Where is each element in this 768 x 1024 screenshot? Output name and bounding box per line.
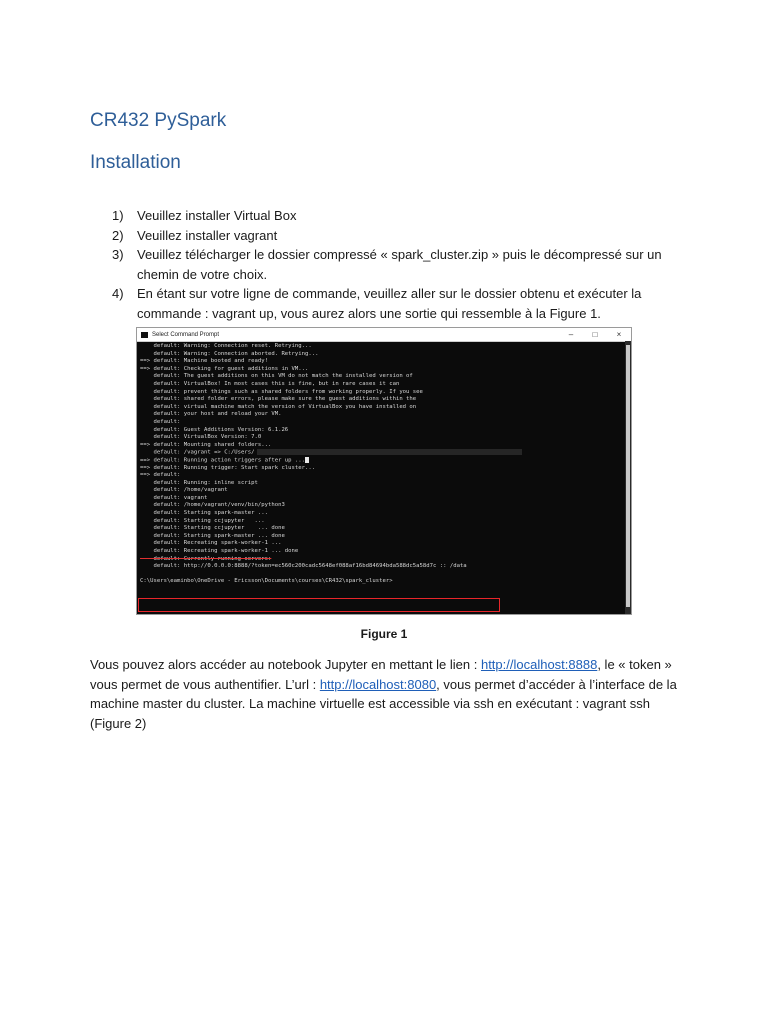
figure-caption: Figure 1	[360, 627, 408, 641]
terminal-line: default: Guest Additions Version: 6.1.26	[140, 426, 289, 433]
terminal-titlebar	[137, 328, 631, 342]
terminal-line: default: VirtualBox! In most cases this is fine, but in rare cases it can	[140, 380, 400, 387]
terminal-line: default: /home/vagrant	[140, 487, 228, 494]
redacted-path	[257, 449, 522, 455]
list-text: Veuillez installer vagrant	[137, 227, 278, 243]
spark-master-link[interactable]: http://localhost:8080	[319, 676, 437, 692]
list-item	[90, 226, 690, 246]
terminal-output	[137, 342, 631, 586]
list-number: 3)	[112, 247, 124, 262]
terminal-prompt: C:\Users\eaminbo\OneDrive - Ericsson\Documents\courses\CR432\spark_cluster>	[140, 578, 393, 585]
list-number: 1)	[112, 208, 124, 223]
list-number: 4)	[112, 286, 124, 301]
terminal-line	[140, 571, 623, 579]
terminal-line: default: Currently running servers:	[140, 555, 272, 562]
jupyter-link[interactable]: http://localhost:8888	[480, 657, 598, 672]
list-item	[90, 206, 690, 226]
terminal-line: default: prevent things such as shared folders from working properly. If you see	[140, 388, 423, 395]
terminal-line: default: Recreating spark-worker-1 ...	[140, 540, 282, 547]
terminal-line-text: default: /vagrant => C:/Users/	[140, 449, 255, 456]
cursor-block	[305, 457, 309, 463]
terminal-line: default: Recreating spark-worker-1 ... done	[140, 548, 299, 555]
command-prompt-screenshot	[136, 327, 632, 615]
terminal-line: default: Starting spark-master ...	[140, 510, 268, 517]
list-text: Veuillez installer Virtual Box	[137, 208, 297, 223]
terminal-scrollbar[interactable]	[625, 341, 631, 614]
terminal-line-text: ==> default: Running action triggers after up ...	[140, 457, 306, 464]
paragraph-text: , le « token » vous permet de vous authentifier. L’url :	[90, 657, 672, 692]
terminal-line: default: shared folder errors, please make sure the guest additions within the	[140, 396, 417, 403]
document-title: CR432 PySpark	[90, 110, 227, 131]
terminal-line: ==> default: Machine booted and ready!	[140, 358, 268, 365]
cmd-icon	[141, 332, 148, 338]
terminal-window-title: Select Command Prompt	[152, 331, 220, 338]
terminal-line: default: Starting ccjupyter ...	[140, 517, 265, 524]
list-text: Veuillez télécharger le dossier compressé « spark_cluster.zip » puis le décompressé sur un chemin de votre choix.	[137, 247, 662, 282]
terminal-line	[140, 449, 623, 457]
terminal-line: default: Running: inline script	[140, 479, 258, 486]
terminal-line: default:	[140, 418, 181, 425]
paragraph-text: Vous pouvez alors accéder au notebook Jupyter en mettant le lien :	[90, 657, 481, 672]
scrollbar-thumb[interactable]	[626, 345, 630, 607]
body-paragraph	[90, 655, 690, 733]
terminal-line: default: Starting ccjupyter ... done	[140, 525, 285, 532]
list-item	[90, 245, 690, 284]
terminal-line: ==> default: Running trigger: Start spark cluster...	[140, 464, 316, 471]
terminal-line: default: Starting spark-master ... done	[140, 532, 285, 539]
minimize-icon[interactable]: –	[568, 330, 574, 339]
terminal-line: default: The guest additions on this VM do not match the installed version of	[140, 373, 413, 380]
terminal-line: default: virtual machine match the version of VirtualBox you have installed on	[140, 403, 417, 410]
list-number: 2)	[112, 227, 124, 243]
list-item	[90, 284, 690, 323]
token-highlight-box	[138, 598, 500, 612]
close-icon[interactable]: ×	[616, 330, 622, 339]
terminal-line: default: vagrant	[140, 494, 208, 501]
terminal-line: ==> default: Checking for guest additions in VM...	[140, 365, 309, 372]
paragraph-text: , vous permet d’accéder à l’interface de la machine master du cluster. La machine virtuelle est accessible via ssh en exécutant : vagrant ssh (Figure 2)	[90, 676, 677, 731]
terminal-line: default: Warning: Connection aborted. Retrying...	[140, 350, 319, 357]
window-controls	[559, 330, 631, 339]
section-heading-installation: Installation	[90, 152, 181, 173]
terminal-line-token-url: default: http://0.0.0.0:8888/?token=ec560c200cadc5648ef088af16bd84694bda588dc5a58d7c :: /data	[140, 563, 467, 570]
terminal-line: default: /home/vagrant/venv/bin/python3	[140, 502, 285, 509]
terminal-line: default: Warning: Connection reset. Retrying...	[140, 343, 312, 349]
list-text: En étant sur votre ligne de commande, veuillez aller sur le dossier obtenu et exécuter la commande : vagrant up, vous aurez alors une sortie qui ressemble à la Figure 1.	[137, 286, 642, 321]
terminal-line	[140, 457, 623, 465]
terminal-line: ==> default:	[140, 472, 181, 479]
terminal-line: default: your host and reload your VM.	[140, 411, 282, 418]
terminal-line: ==> default: Mounting shared folders...	[140, 441, 272, 448]
installation-steps	[90, 206, 690, 323]
terminal-line: default: VirtualBox Version: 7.0	[140, 434, 262, 441]
maximize-icon[interactable]: □	[592, 330, 598, 339]
